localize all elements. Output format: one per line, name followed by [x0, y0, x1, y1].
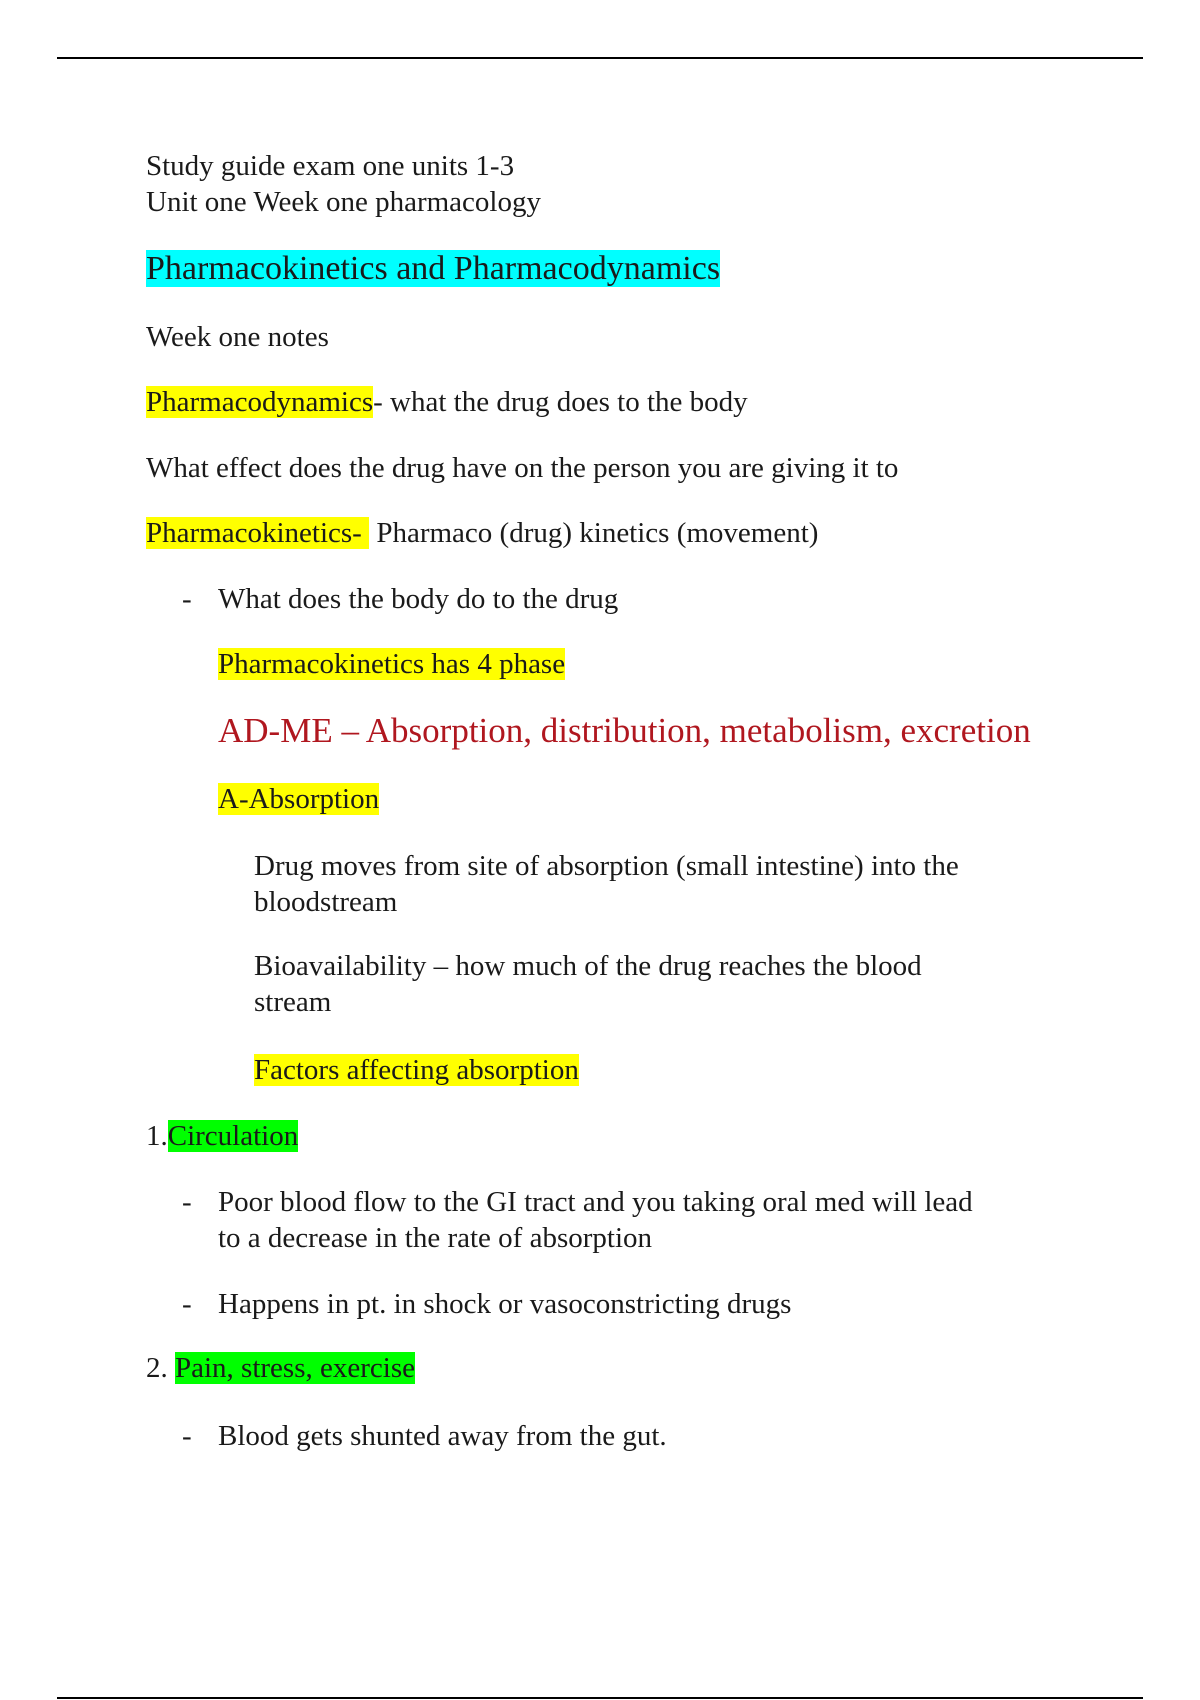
factor-1-bullet-1-line-2: to a decrease in the rate of absorption: [218, 1222, 653, 1254]
top-rule: [57, 57, 1143, 59]
factors-heading: [254, 1052, 579, 1088]
absorption-heading-text: A-Absorption: [218, 783, 380, 815]
week-notes: Week one notes: [146, 321, 329, 353]
adme-line: AD-ME – Absorption, distribution, metabolism, excretion: [218, 711, 1031, 750]
title-line-1: Study guide exam one units 1-3: [146, 150, 515, 182]
factor-1-bullet-1-line-1: Poor blood flow to the GI tract and you taking oral med will lead: [218, 1186, 973, 1218]
phases-line: [218, 646, 565, 682]
pharmacokinetics-term: Pharmacokinetics-: [146, 517, 370, 549]
effect-question: What effect does the drug have on the person you are giving it to: [146, 452, 899, 484]
absorption-heading: [218, 781, 379, 817]
pharmacodynamics-line: [146, 384, 748, 420]
factor-1-heading: [146, 1118, 298, 1154]
factor-1-number: 1.: [146, 1120, 168, 1152]
factor-1-bullet-2: Happens in pt. in shock or vasoconstricting drugs: [218, 1288, 792, 1320]
phases-text: Pharmacokinetics has 4 phase: [218, 648, 566, 680]
factor-2-number: 2.: [146, 1352, 175, 1384]
bioavailability-paragraph: [254, 948, 922, 1020]
factor-1-bullet-1: [218, 1184, 973, 1256]
pharmacodynamics-term: Pharmacodynamics: [146, 386, 374, 418]
factors-heading-text: Factors affecting absorption: [254, 1054, 579, 1086]
absorption-text-line-2: bloodstream: [254, 886, 398, 918]
bioavailability-line-2: stream: [254, 986, 332, 1018]
body-to-drug: What does the body do to the drug: [218, 583, 619, 615]
bottom-rule: [57, 1697, 1143, 1699]
factor-2-title: Pain, stress, exercise: [175, 1352, 415, 1384]
pharmacokinetics-definition: Pharmaco (drug) kinetics (movement): [369, 517, 819, 549]
factor-2-bullet-1: Blood gets shunted away from the gut.: [218, 1420, 667, 1452]
factor-1-title: Circulation: [167, 1120, 299, 1152]
absorption-paragraph: [254, 848, 959, 920]
title-line-2: Unit one Week one pharmacology: [146, 186, 541, 218]
factor-2-heading: [146, 1350, 415, 1386]
bullet-dash: -: [182, 1420, 192, 1452]
bioavailability-line-1: Bioavailability – how much of the drug reaches the blood: [254, 950, 922, 982]
bullet-dash: -: [182, 1186, 192, 1218]
bullet-dash: -: [182, 583, 192, 615]
section-heading-text: Pharmacokinetics and Pharmacodynamics: [146, 250, 721, 287]
pharmacokinetics-line: [146, 515, 818, 551]
bullet-dash: -: [182, 1288, 192, 1320]
pharmacodynamics-definition: - what the drug does to the body: [373, 386, 748, 418]
section-heading: [146, 248, 720, 290]
absorption-text-line-1: Drug moves from site of absorption (small intestine) into the: [254, 850, 959, 882]
